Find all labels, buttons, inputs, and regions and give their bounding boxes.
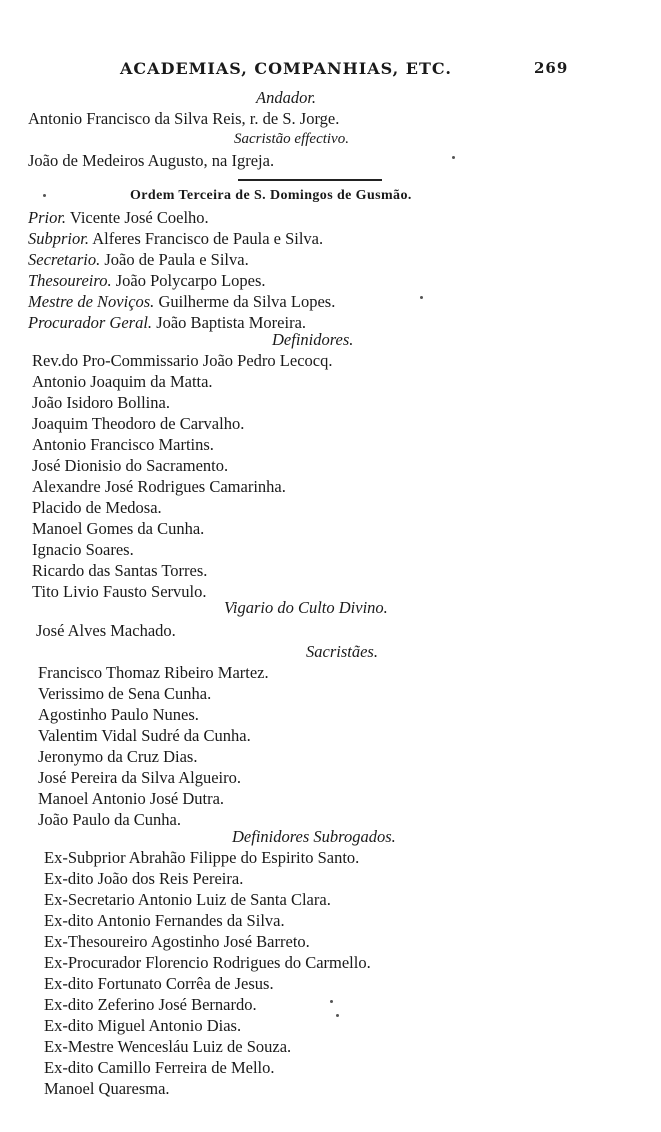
officer-name: Vicente José Coelho.	[69, 208, 209, 227]
vigario-heading: Vigario do Culto Divino.	[224, 598, 388, 617]
officer-line	[28, 270, 266, 291]
subrogado-item: Ex-dito Camillo Ferreira de Mello.	[44, 1058, 275, 1077]
sacristao-item: João Paulo da Cunha.	[38, 810, 181, 829]
definidor-item: Antonio Francisco Martins.	[32, 435, 214, 454]
definidor-item: Rev.do Pro-Commissario João Pedro Lecocq.	[32, 351, 333, 370]
ordem-title: Ordem Terceira de S. Domingos de Gusmão.	[130, 188, 412, 203]
definidor-item: Manoel Gomes da Cunha.	[32, 519, 205, 538]
print-speck	[43, 194, 46, 197]
sacristao-item: José Pereira da Silva Algueiro.	[38, 768, 241, 787]
andador-name: Antonio Francisco da Silva Reis, r. de S. Jorge.	[28, 109, 340, 128]
section-divider	[238, 179, 382, 181]
sacristao-item: Agostinho Paulo Nunes.	[38, 705, 199, 724]
definidor-item: Ricardo das Santas Torres.	[32, 561, 208, 580]
officer-role: Mestre de Noviços.	[28, 292, 155, 311]
subrogado-item: Ex-dito Antonio Fernandes da Silva.	[44, 911, 285, 930]
definidor-item: Tito Livio Fausto Servulo.	[32, 582, 207, 601]
subrogado-item: Ex-dito Zeferino José Bernardo.	[44, 995, 257, 1014]
officer-role: Prior.	[28, 208, 67, 227]
officer-name: Alferes Francisco de Paula e Silva.	[92, 229, 324, 248]
subrogado-item: Ex-Mestre Wencesláu Luiz de Souza.	[44, 1037, 292, 1056]
sacristao-item: Jeronymo da Cruz Dias.	[38, 747, 198, 766]
page-number: 269	[534, 59, 569, 77]
definidor-item: Ignacio Soares.	[32, 540, 134, 559]
officer-name: João Baptista Moreira.	[156, 313, 307, 332]
subrogado-item: Ex-Secretario Antonio Luiz de Santa Clara.	[44, 890, 331, 909]
subrogado-item: Manoel Quaresma.	[44, 1079, 170, 1098]
sacristao-item: Valentim Vidal Sudré da Cunha.	[38, 726, 251, 745]
sacristao-item: Francisco Thomaz Ribeiro Martez.	[38, 663, 269, 682]
vigario-name: José Alves Machado.	[36, 621, 176, 640]
subrogado-item: Ex-Subprior Abrahão Filippe do Espirito Santo.	[44, 848, 360, 867]
officer-line	[28, 207, 209, 228]
sacristao-name: João de Medeiros Augusto, na Igreja.	[28, 151, 275, 170]
page-header	[120, 59, 590, 83]
officer-name: João Polycarpo Lopes.	[115, 271, 266, 290]
subrogado-item: Ex-Thesoureiro Agostinho José Barreto.	[44, 932, 310, 951]
definidor-item: José Dionisio do Sacramento.	[32, 456, 229, 475]
subrogados-heading: Definidores Subrogados.	[232, 827, 396, 846]
subrogado-item: Ex-dito João dos Reis Pereira.	[44, 869, 244, 888]
print-speck	[420, 296, 423, 299]
definidor-item: Joaquim Theodoro de Carvalho.	[32, 414, 245, 433]
running-title: ACADEMIAS, COMPANHIAS, ETC.	[120, 59, 452, 78]
print-speck	[330, 1000, 333, 1003]
definidor-item: João Isidoro Bollina.	[32, 393, 170, 412]
sacristaes-heading: Sacristães.	[306, 642, 378, 661]
officer-line	[28, 249, 249, 270]
definidores-heading: Definidores.	[272, 330, 354, 349]
officer-role: Secretario.	[28, 250, 101, 269]
subrogado-item: Ex-dito Fortunato Corrêa de Jesus.	[44, 974, 274, 993]
officer-role: Thesoureiro.	[28, 271, 112, 290]
officer-role: Subprior.	[28, 229, 89, 248]
sacristao-heading: Sacristão effectivo.	[234, 131, 349, 147]
sacristao-item: Manoel Antonio José Dutra.	[38, 789, 225, 808]
print-speck	[452, 156, 455, 159]
officer-line	[28, 291, 335, 312]
subrogado-item: Ex-Procurador Florencio Rodrigues do Carmello.	[44, 953, 371, 972]
definidor-item: Placido de Medosa.	[32, 498, 162, 517]
officer-name: Guilherme da Silva Lopes.	[158, 292, 336, 311]
officer-role: Procurador Geral.	[28, 313, 153, 332]
officer-name: João de Paula e Silva.	[104, 250, 249, 269]
definidor-item: Alexandre José Rodrigues Camarinha.	[32, 477, 286, 496]
officer-line	[28, 228, 323, 249]
sacristao-item: Verissimo de Sena Cunha.	[38, 684, 212, 703]
print-speck	[336, 1014, 339, 1017]
definidor-item: Antonio Joaquim da Matta.	[32, 372, 213, 391]
andador-heading: Andador.	[256, 88, 317, 107]
subrogado-item: Ex-dito Miguel Antonio Dias.	[44, 1016, 242, 1035]
officer-line	[28, 312, 306, 333]
